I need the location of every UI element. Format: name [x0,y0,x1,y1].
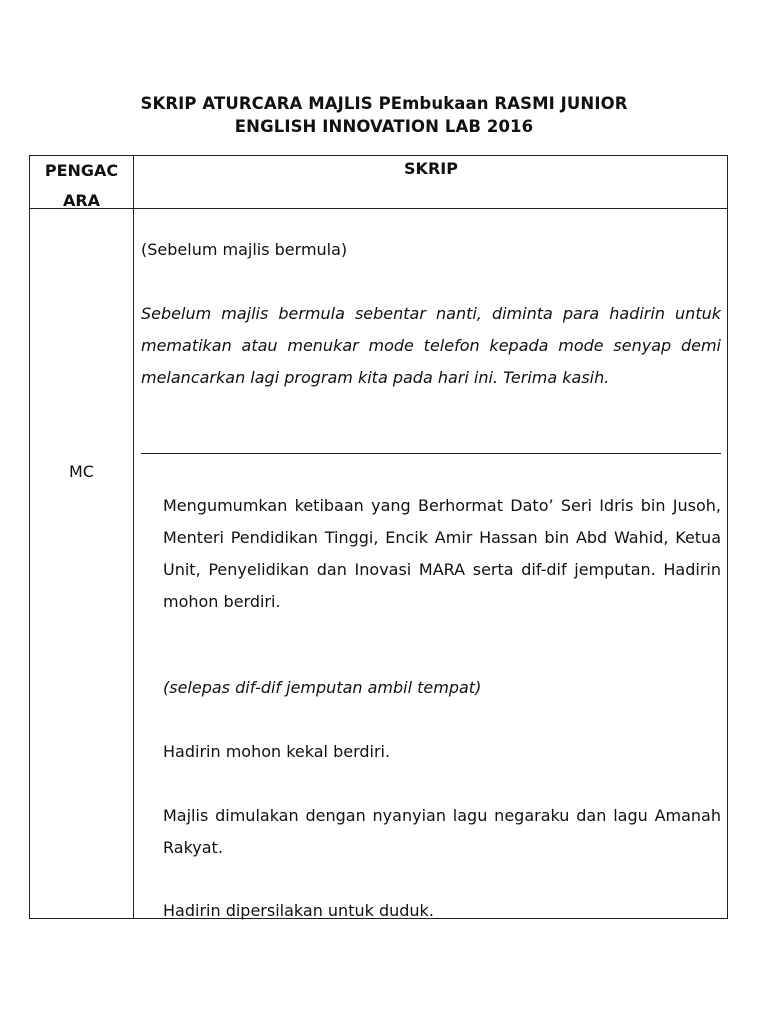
section-divider [141,453,721,454]
title-line-1: SKRIP ATURCARA MAJLIS PEmbukaan RASMI JUNIOR [140,94,628,113]
before-announcement: Sebelum majlis bermula sebentar nanti, diminta para hadirin untuk mematikan atau menukar mode telefon kepada mode senyap demi melancarkan lagi program kita pada hari ini. Terima kasih. [141,304,721,387]
role-cell: MC [69,462,94,481]
title-line-2: ENGLISH INNOVATION LAB 2016 [234,117,534,136]
document-title [0,92,768,138]
header-script: SKRIP [404,159,458,178]
header-divider [30,208,727,209]
after-seated-note: (selepas dif-dif jemputan ambil tempat) [163,678,482,697]
anthem-announcement: Majlis dimulakan dengan nyanyian lagu negaraku dan lagu Amanah Rakyat. [163,806,721,857]
before-note: (Sebelum majlis bermula) [141,240,348,259]
header-role-line-1: PENGAC [44,161,119,180]
script-table [29,155,728,919]
arrival-announcement: Mengumumkan ketibaan yang Berhormat Dato’ Seri Idris bin Jusoh, Menteri Pendidikan Tinggi, Encik Amir Hassan bin Abd Wahid, Ketua Unit, Penyelidikan dan Inovasi MARA serta dif-dif jemputan. Hadirin mohon berdiri. [163,496,721,611]
header-role-line-2: ARA [62,191,101,210]
sit-down-announcement: Hadirin dipersilakan untuk duduk. [163,901,434,920]
column-divider [133,156,134,918]
remain-standing: Hadirin mohon kekal berdiri. [163,742,391,761]
header-role [30,156,133,208]
